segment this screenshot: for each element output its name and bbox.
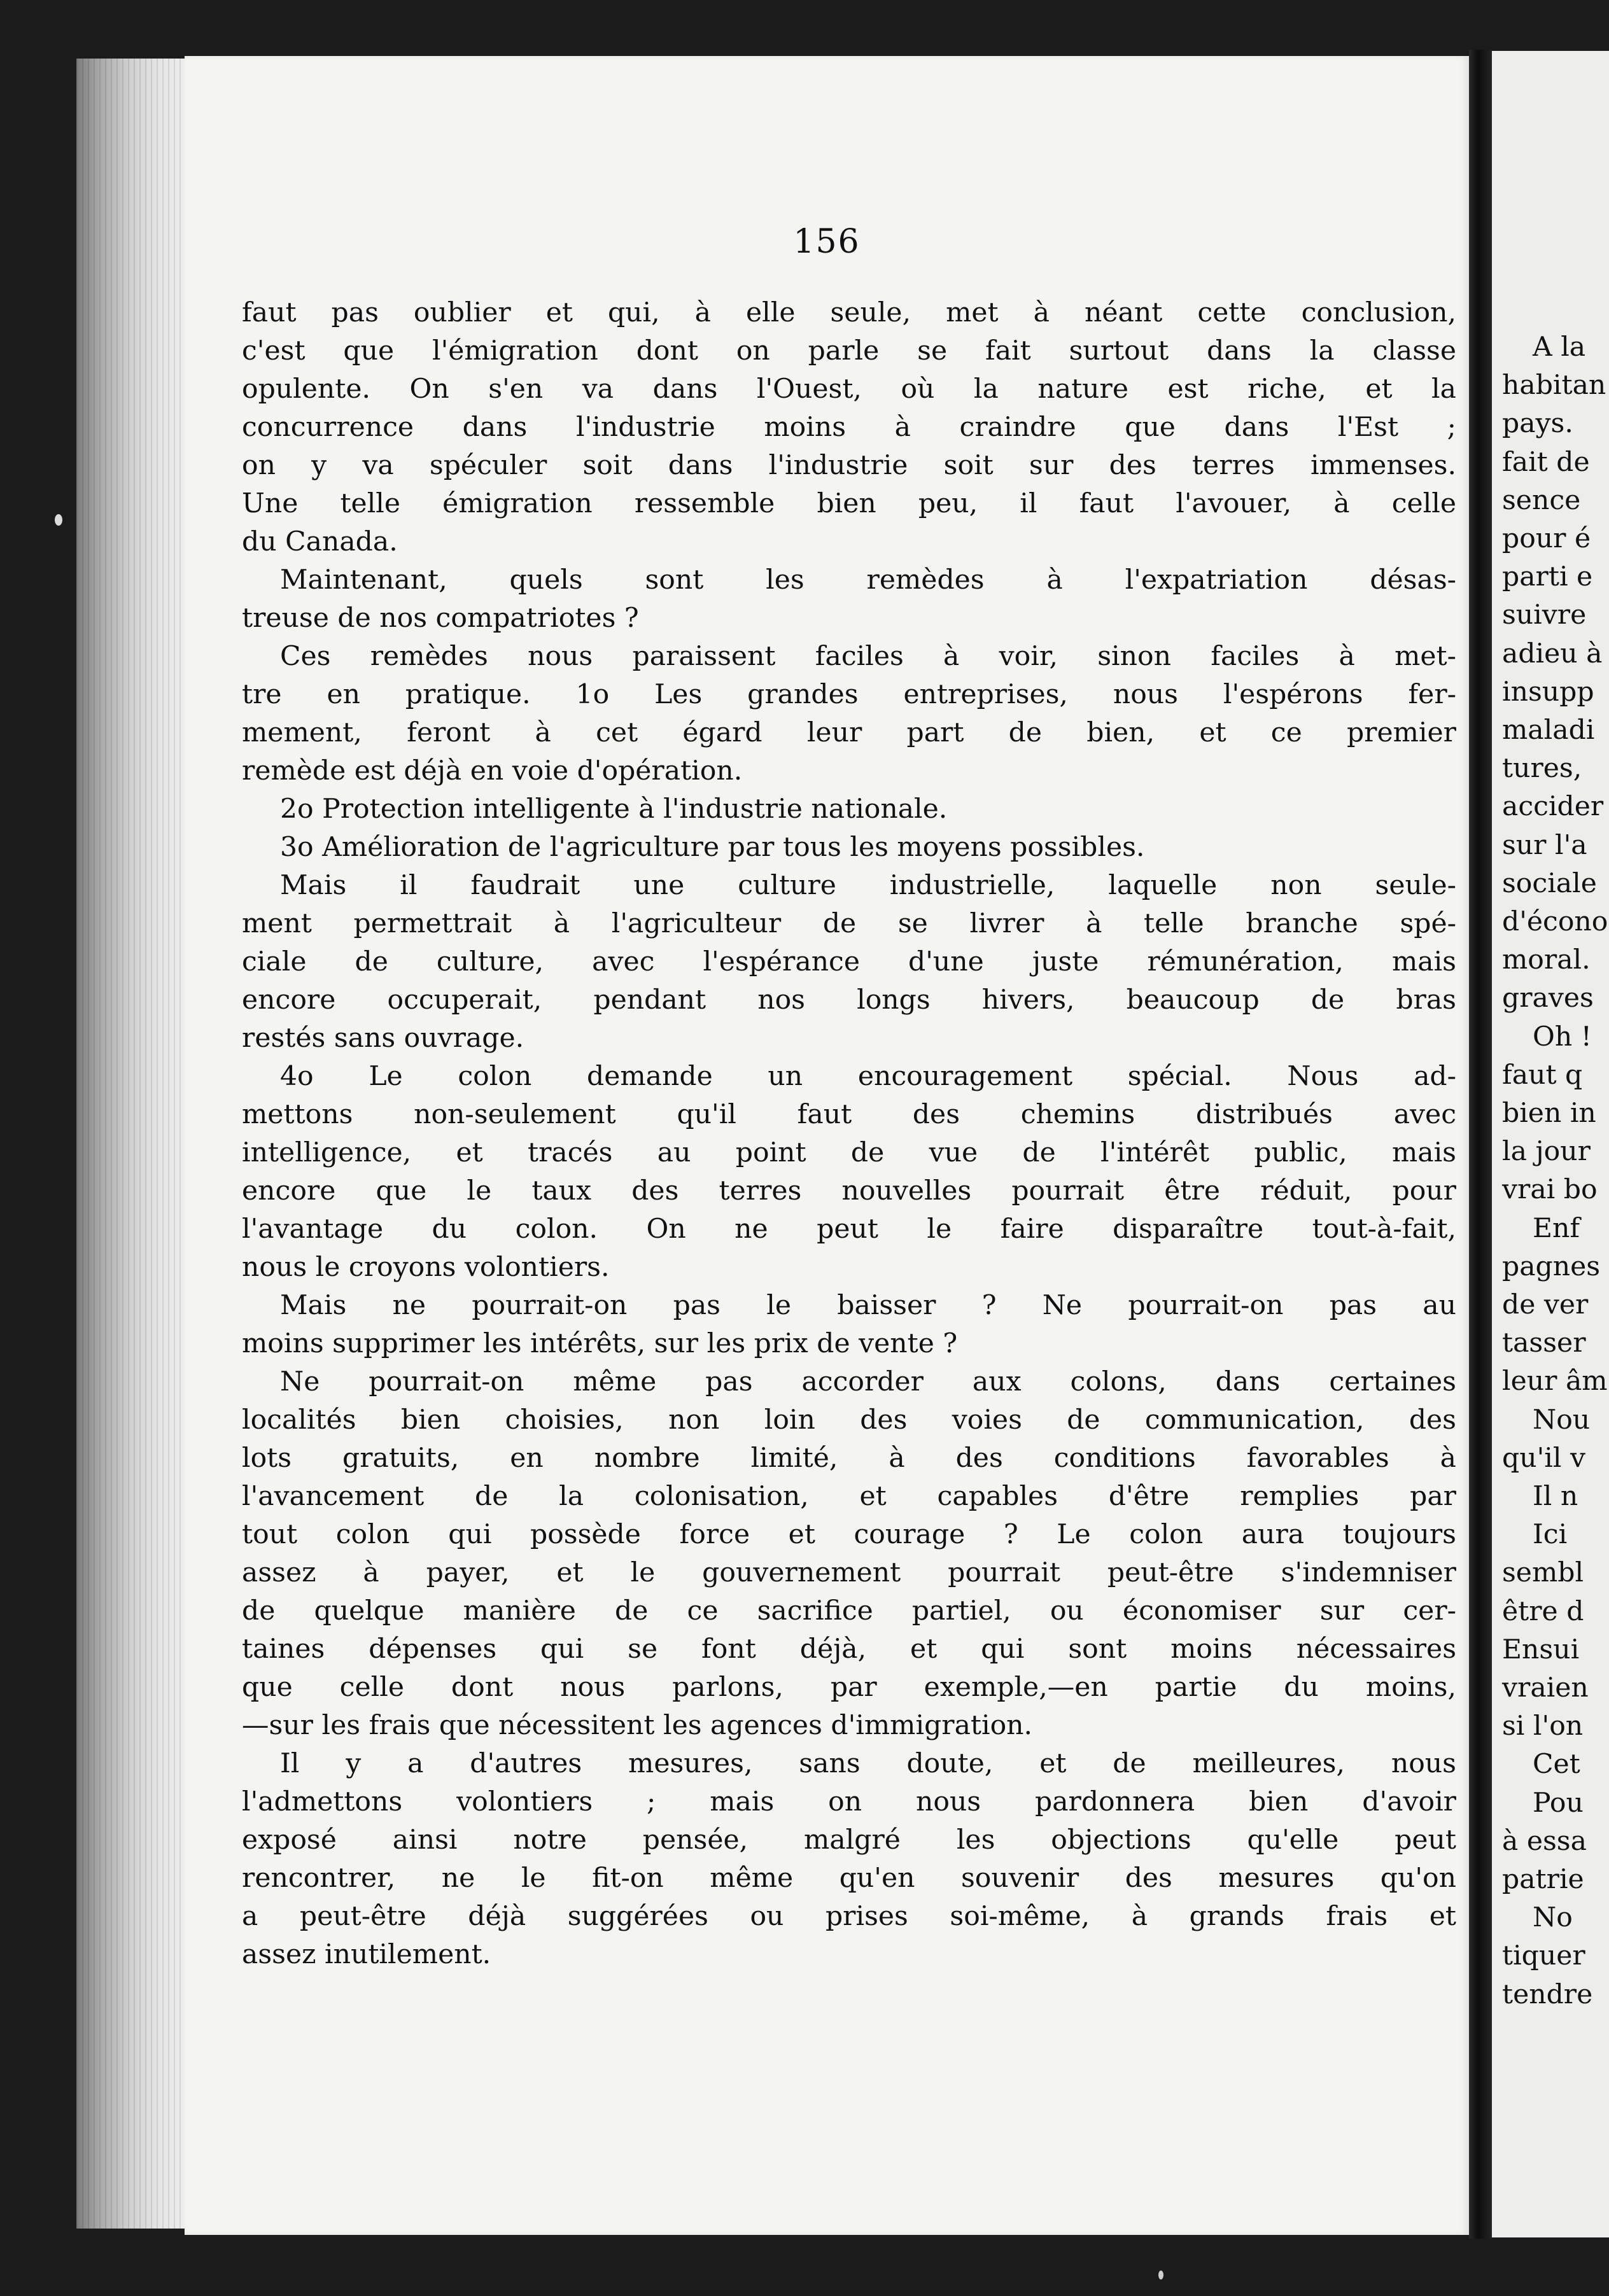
facing-text-line: être d [1502,1595,1584,1627]
facing-text-line: pagnes [1502,1250,1601,1282]
text-line: Mais il faudrait une culture industrielle, laquelle non seule- [280,870,1456,901]
text-line: assez inutilement. [242,1939,491,1970]
text-line: ciale de culture, avec l'espérance d'une juste rémunération, mais [242,946,1456,977]
facing-text-line: sur l'a [1502,829,1587,861]
facing-text-line: vraien [1502,1672,1589,1704]
facing-text-line: qu'il v [1502,1442,1585,1474]
text-line: l'avantage du colon. On ne peut le faire disparaître tout-à-fait, [242,1214,1456,1245]
text-line: —sur les frais que nécessitent les agences d'immigration. [242,1710,1033,1741]
text-line: on y va spéculer soit dans l'industrie soit sur des terres immenses. [242,450,1456,481]
text-line: Mais ne pourrait-on pas le baisser ? Ne pourrait-on pas au [280,1290,1456,1321]
facing-text-line: pays. [1502,408,1573,440]
page-number: 156 [793,223,861,261]
scan-speck [1158,2271,1163,2279]
right-facing-page [1492,51,1609,2237]
facing-text-line: Cet [1533,1749,1580,1781]
text-line: Ces remèdes nous paraissent faciles à voir, sinon faciles à met- [280,641,1456,672]
text-line: moins supprimer les intérêts, sur les prix de vente ? [242,1328,958,1359]
text-line: c'est que l'émigration dont on parle se fait surtout dans la classe [242,335,1456,367]
facing-text-line: tasser [1502,1327,1586,1359]
facing-text-line: faut q [1502,1059,1583,1091]
facing-text-line: insupp [1502,676,1594,708]
facing-text-line: Ensui [1502,1634,1580,1665]
text-line: ment permettrait à l'agriculteur de se livrer à telle branche spé- [242,908,1456,939]
facing-text-line: suivre [1502,599,1587,631]
facing-text-line: bien in [1502,1098,1596,1129]
text-line: opulente. On s'en va dans l'Ouest, où la nature est riche, et la [242,374,1456,405]
page-edge-stack [76,59,191,2229]
text-line: faut pas oublier et qui, à elle seule, met à néant cette conclusion, [242,297,1456,328]
text-line: 4o Le colon demande un encouragement spécial. Nous ad- [280,1061,1456,1092]
book-gutter [1469,50,1492,2239]
text-line: treuse de nos compatriotes ? [242,603,639,634]
text-line: intelligence, et tracés au point de vue de l'intérêt public, mais [242,1137,1456,1168]
facing-text-line: d'écono [1502,906,1608,937]
facing-text-line: graves [1502,983,1594,1014]
scan-speck [55,514,62,526]
facing-text-line: vrai bo [1502,1174,1598,1206]
facing-text-line: Pou [1533,1787,1584,1819]
text-line: lots gratuits, en nombre limité, à des conditions favorables à [242,1443,1456,1474]
facing-text-line: fait de [1502,446,1590,478]
facing-text-line: Il n [1533,1481,1578,1512]
facing-text-line: de ver [1502,1289,1589,1320]
facing-text-line: pour é [1502,523,1591,554]
text-line: Ne pourrait-on même pas accorder aux colons, dans certaines [280,1366,1456,1397]
text-line: mement, feront à cet égard leur part de bien, et ce premier [242,717,1456,748]
facing-text-line: sociale [1502,867,1597,899]
facing-text-line: à essa [1502,1825,1587,1857]
text-line: concurrence dans l'industrie moins à craindre que dans l'Est ; [242,412,1456,443]
text-line: l'admettons volontiers ; mais on nous pardonnera bien d'avoir [242,1786,1456,1817]
text-line: restés sans ouvrage. [242,1023,524,1054]
text-line: exposé ainsi notre pensée, malgré les objections qu'elle peut [242,1824,1456,1856]
facing-text-line: maladi [1502,715,1595,746]
text-line: localités bien choisies, non loin des voies de communication, des [242,1404,1456,1436]
text-line: rencontrer, ne le fit-on même qu'en souvenir des mesures qu'on [242,1863,1456,1894]
facing-text-line: tiquer [1502,1940,1585,1972]
text-line: mettons non-seulement qu'il faut des chemins distribués avec [242,1099,1456,1130]
facing-text-line: tures, [1502,753,1582,785]
facing-text-line: parti e [1502,561,1593,593]
text-line: nous le croyons volontiers. [242,1252,610,1283]
text-line: taines dépenses qui se font déjà, et qui sont moins nécessaires [242,1634,1456,1665]
text-line: de quelque manière de ce sacrifice partiel, ou économiser sur cer- [242,1595,1456,1627]
facing-text-line: sence [1502,484,1581,516]
text-line: encore occuperait, pendant nos longs hivers, beaucoup de bras [242,984,1456,1016]
text-line: Il y a d'autres mesures, sans doute, et de meilleures, nous [280,1748,1456,1779]
facing-text-line: habitan [1502,370,1606,402]
facing-text-line: adieu à [1502,638,1603,669]
text-line: Une telle émigration ressemble bien peu, il faut l'avouer, à celle [242,488,1456,519]
facing-text-line: A la [1533,332,1586,363]
facing-text-line: Nou [1533,1404,1591,1436]
facing-text-line: Enf [1533,1212,1580,1244]
facing-text-line: accider [1502,791,1604,823]
text-line: 3o Amélioration de l'agriculture par tous les moyens possibles. [280,832,1145,863]
text-line: 2o Protection intelligente à l'industrie nationale. [280,794,948,825]
facing-text-line: leur âm [1502,1366,1608,1397]
text-line: que celle dont nous parlons, par exemple,—en partie du moins, [242,1672,1456,1703]
text-line: encore que le taux des terres nouvelles pourrait être réduit, pour [242,1175,1456,1207]
facing-text-line: patrie [1502,1864,1584,1895]
facing-text-line: No [1533,1902,1573,1934]
facing-text-line: Ici [1533,1519,1568,1551]
facing-text-line: si l'on [1502,1711,1584,1742]
facing-text-line: moral. [1502,944,1591,976]
facing-text-line: la jour [1502,1136,1591,1168]
text-line: remède est déjà en voie d'opération. [242,755,743,787]
facing-text-line: Oh ! [1533,1021,1592,1053]
text-line: a peut-être déjà suggérées ou prises soi-même, à grands frais et [242,1901,1456,1932]
facing-text-line: tendre [1502,1978,1593,2010]
text-line: l'avancement de la colonisation, et capables d'être remplies par [242,1481,1456,1512]
text-line: tre en pratique. 1o Les grandes entreprises, nous l'espérons fer- [242,679,1456,710]
text-line: du Canada. [242,526,398,557]
facing-text-line: sembl [1502,1557,1584,1589]
text-line: Maintenant, quels sont les remèdes à l'expatriation désas- [280,564,1456,596]
text-line: tout colon qui possède force et courage ? Le colon aura toujours [242,1519,1456,1550]
text-line: assez à payer, et le gouvernement pourrait peut-être s'indemniser [242,1557,1456,1588]
